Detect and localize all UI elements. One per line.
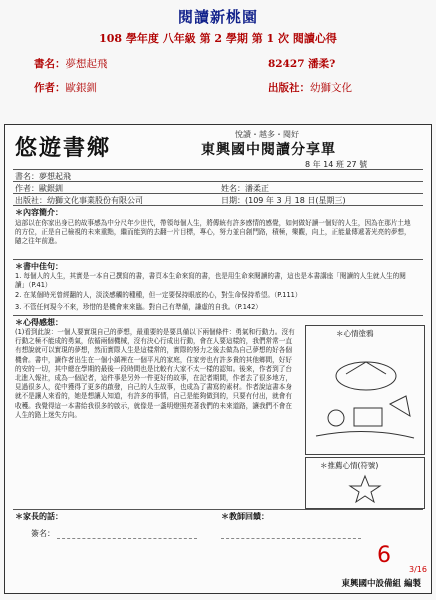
divider: [13, 205, 423, 206]
sign-label: 簽名：: [31, 529, 55, 538]
publisher-row: [268, 80, 352, 95]
name-cell: 姓名：潘柔正: [221, 184, 269, 193]
summary-text: 這部以在你家出身已的故事感為中分尺年少世代，帶領每個人生，將傳統有許多感情的感覺，如何做好讀一個好的人生，因為在那片土地的方位，正是自己檢視的未來重點，繼而能到的去翻一片目標，專心，努力並自創門路，積極，樂觀，向上，正能量傳遞著光亮的夢想，隨之往年前進。: [15, 219, 411, 246]
divider: [13, 259, 423, 260]
page-title: 閱讀新桃園: [177, 8, 258, 26]
author-value: 歐銀釧: [65, 82, 97, 94]
sign-line: [57, 538, 197, 539]
publisher-label: 出版社：: [268, 82, 310, 94]
divider: [13, 181, 423, 182]
page-subtitle: 108 學年度 八年級 第 2 學期 第 1 次 閱讀心得: [99, 32, 337, 45]
author-label: 作者：: [34, 82, 66, 94]
star-icon: [306, 458, 424, 508]
student-id: 82427 潘柔?: [268, 58, 336, 70]
footer-credit: 東興國中設備組 編製: [341, 579, 421, 589]
drawing-box: [305, 325, 425, 455]
slogan: 悅讀・越多・閱好: [235, 130, 299, 139]
recommend-label: ＊推薦心情(符號): [320, 461, 379, 470]
quote-3: 3. 不管任何現今不來，珍惜的是機會來來臨。對自己有準備，謙虛的自我。（P.142）: [15, 303, 262, 311]
grade-fraction: 3/16: [409, 565, 427, 574]
quotes-heading: ＊書中佳句：: [15, 262, 63, 271]
reflection-text: (1)看到此說：一個人要實現自己的夢想，最重要的是要具備以下兩個條件：勇氣和行動力。沒有行動之極不能成的勇氣，依循兩個機械，沒有決心行成出行動，會在人要這樣的，我們常常一直有想說就可以實現的夢想，然而實際人生是這樣常的，實際的努力之後去做為自己夢想的好各個機會。書中，讀作者出生在一個小鎮裡在一個平凡的家庭，住家旁也有許多貴的其他鄉間，好好的安的一切，其中總在學期的最後一段時間也是比較有大家不太一樣的認知。後來，作者到了台北進入報社，成為一個記者，這件事是另外一件更好的故事，在記者期間，作者去了很多地方，見過很多人，從中獲得了更多的啟發，自己的人生故事，也成為了書寫的素材。作者說這書本身就不是讓人來看的，她是想讓人知道，有許多的事情，自己是能夠做到的，只要有付出，就會有收穫。我覺得這一本書給我很多的啟示，就像是一盞明燈照亮著我們的未來道路，讓我們不會在人生的路上迷失方向。: [15, 328, 295, 419]
reading-sheet: [4, 124, 432, 594]
author-row: [34, 80, 97, 95]
book-label: 書名：: [34, 58, 66, 70]
brand-logo: 悠遊書鄉: [15, 135, 112, 161]
divider: [13, 193, 423, 194]
parent-heading: ＊家長的話：: [15, 512, 63, 521]
summary-heading: ＊內容簡介：: [15, 208, 63, 217]
book-cell: 書名：夢想起飛: [15, 172, 71, 181]
reflection-heading: ＊心得感想：: [15, 318, 63, 327]
quote-2: 2. 在某個時光曾經翻的人，淡淡感觸的種種，但一定要保持眼底的心，對生命保持希望。（P.111）: [15, 291, 302, 299]
teacher-heading: ＊教師回饋：: [221, 512, 269, 521]
publisher-value: 幼獅文化: [310, 82, 352, 94]
book-row: [34, 56, 108, 71]
doodle-drawing: [306, 326, 424, 454]
teacher-line: [221, 538, 361, 539]
quote-1: 1. 每個人的人生，其實是一本自己撰寫的書，書頁本生命來寫的書，也是用生命來閱讀的書，這也是本書講座「閱讀的人生就人生的閱讀」（P.41）: [15, 272, 406, 290]
publisher-cell: 出版社：幼獅文化事業股份有限公司: [15, 196, 143, 205]
author-cell: 作者：歐銀釧: [15, 184, 63, 193]
form-title: 東興國中閱讀分享單: [201, 142, 336, 158]
drawing-label: ＊心情塗鴉: [336, 329, 374, 338]
divider: [13, 169, 423, 170]
divider: [13, 315, 423, 316]
class-seat: 8 年 14 班 27 號: [305, 160, 368, 169]
grade-mark: 6: [377, 543, 391, 568]
date-cell: 日期：(109 年 3 月 18 日(星期三): [221, 196, 346, 205]
book-value: 夢想起飛: [65, 58, 108, 70]
recommend-box: [305, 457, 425, 509]
divider: [13, 509, 423, 510]
